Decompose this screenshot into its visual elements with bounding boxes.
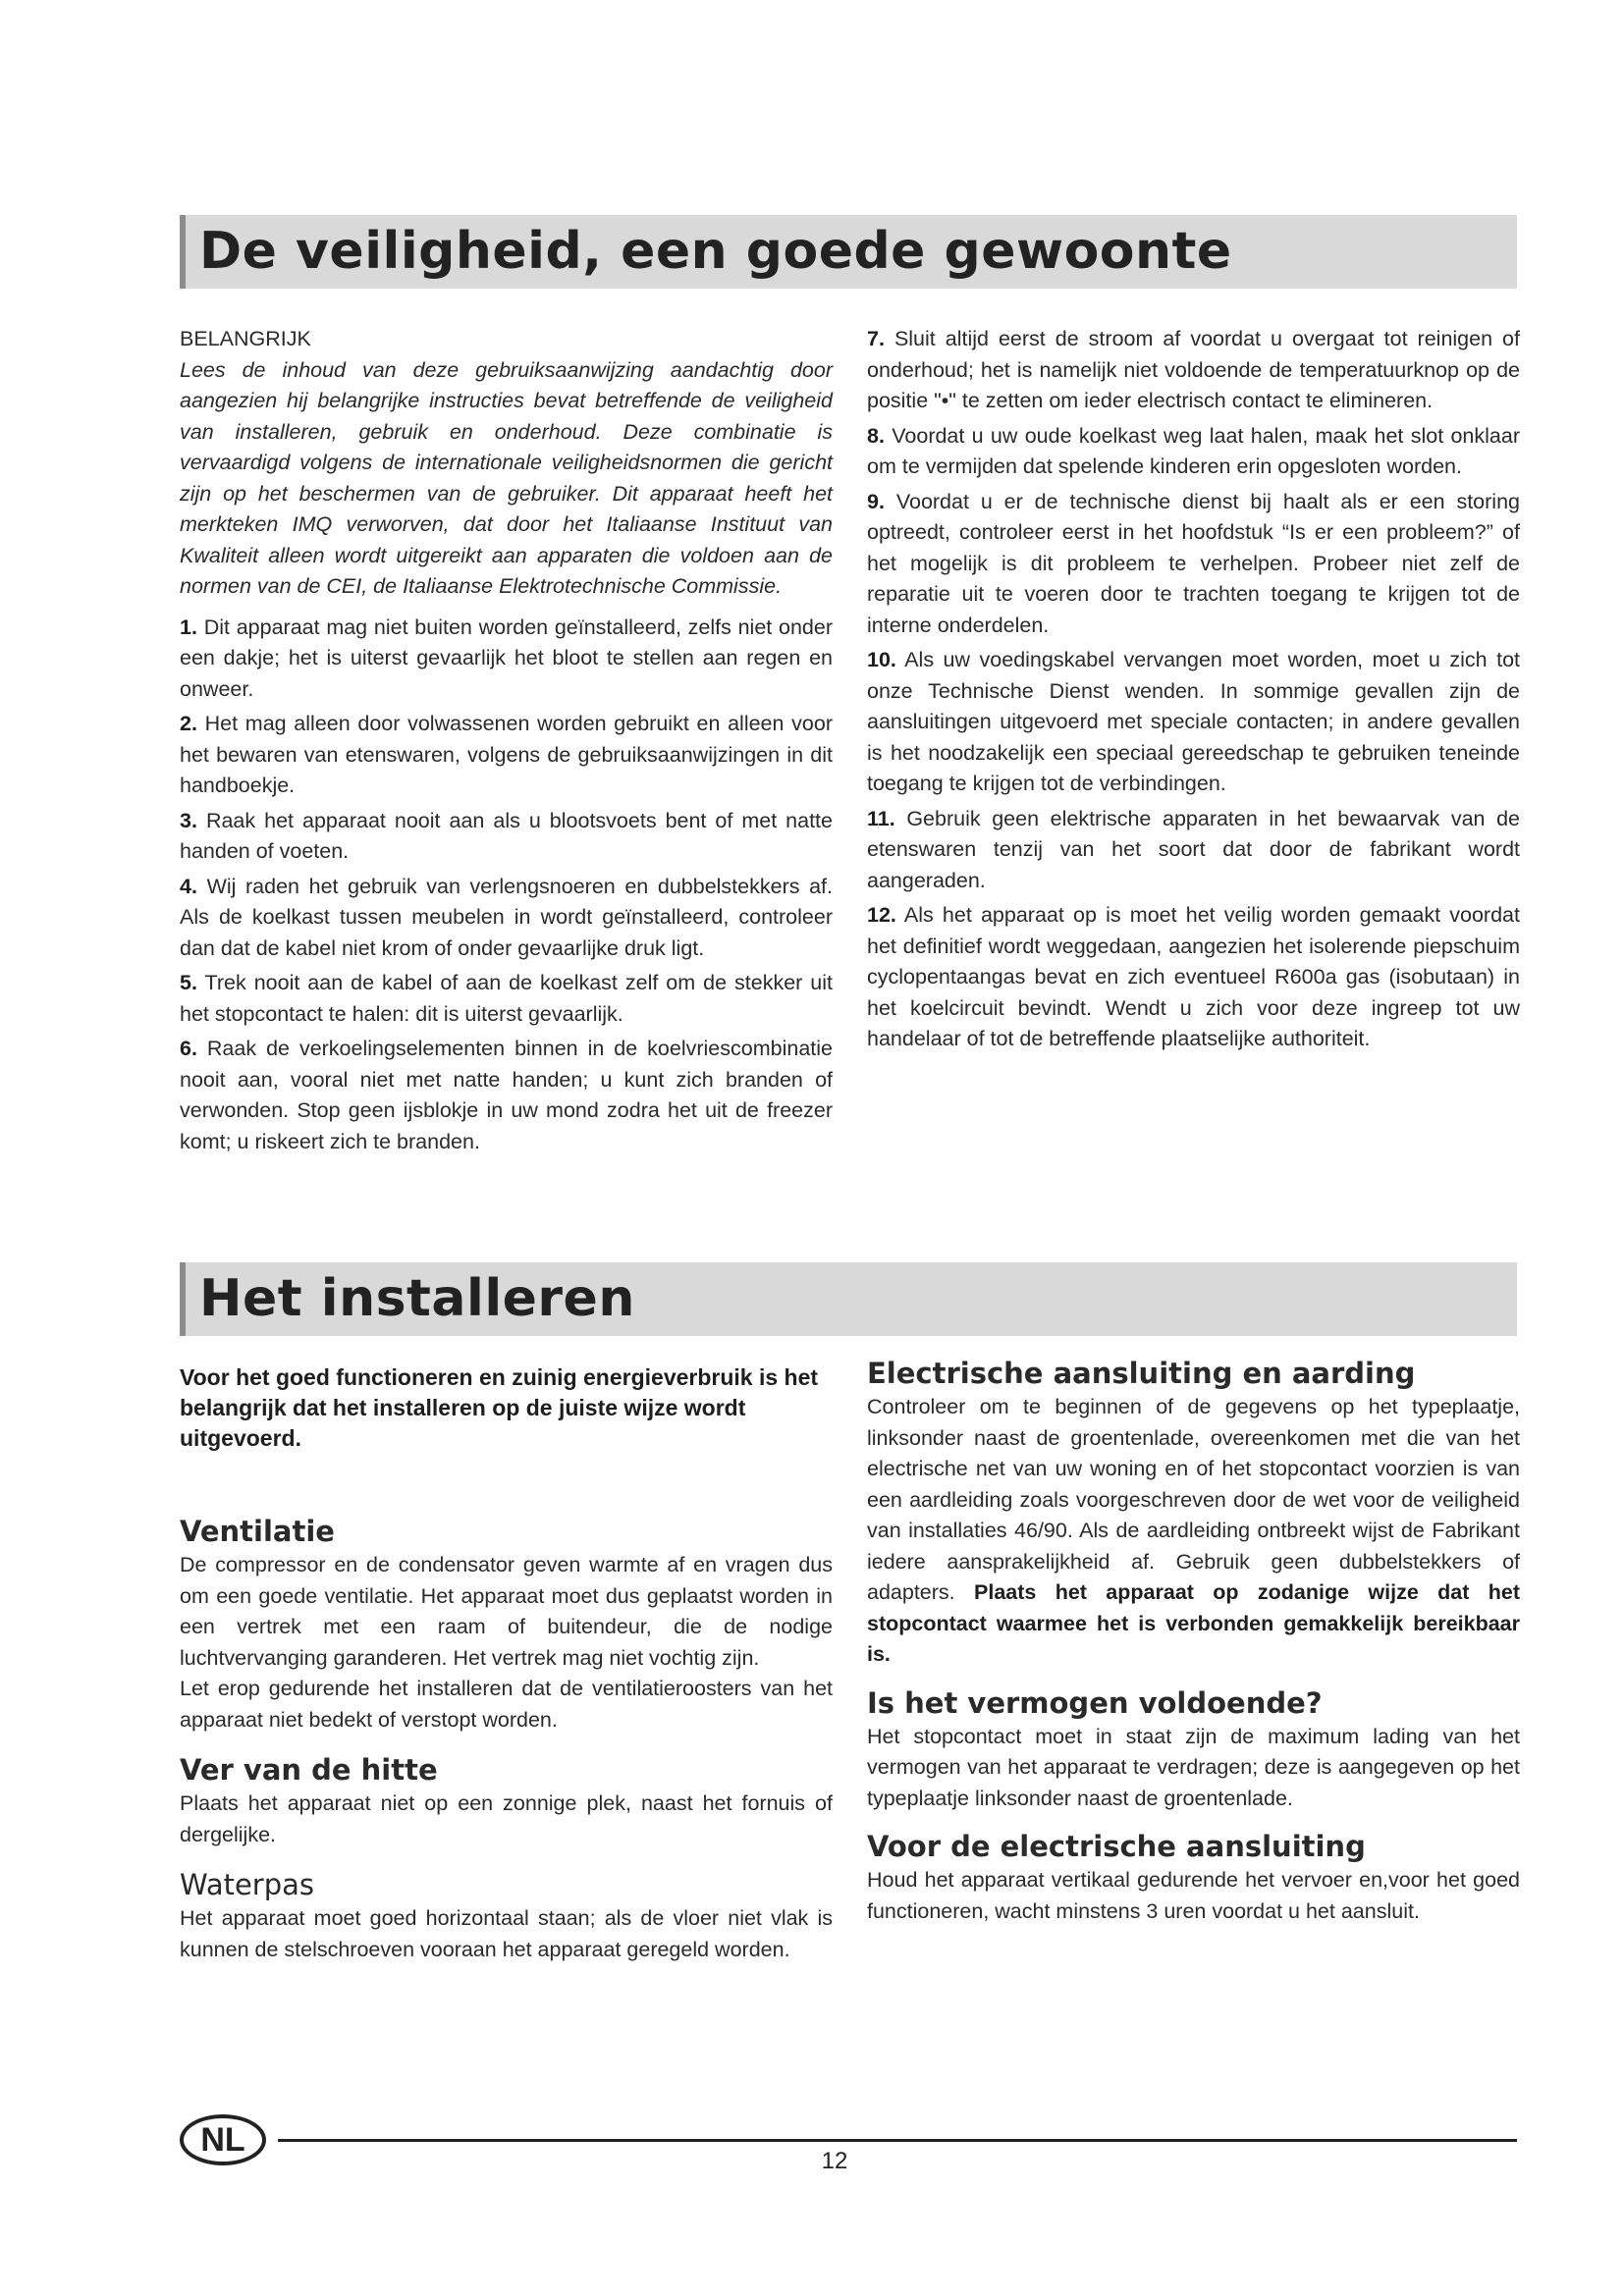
item-number: 9. <box>867 489 885 513</box>
level-heading: Waterpas <box>180 1868 315 1901</box>
item-number: 8. <box>867 423 885 448</box>
install-right-column <box>867 1355 1520 1927</box>
install-section-header <box>180 1262 1517 1336</box>
heat-heading: Ver van de hitte <box>180 1753 438 1787</box>
item-text: Voordat u uw oude koelkast weg laat halen, maak het slot onklaar om te vermijden dat spelende kinderen erin opgesloten worden. <box>867 423 1520 478</box>
safety-item-11 <box>867 804 1520 897</box>
before-connection-text: Houd het apparaat vertikaal gedurende het vervoer en,voor het goed functioneren, wacht minstens 3 uren voordat u het aansluit. <box>867 1868 1520 1923</box>
ventilation-text-2: Let erop gedurende het installeren dat de ventilatieroosters van het apparaat niet bedekt of verstopt worden. <box>180 1677 833 1732</box>
item-number: 3. <box>180 808 197 832</box>
item-number: 10. <box>867 648 896 671</box>
safety-item-12 <box>867 900 1520 1055</box>
power-text: Het stopcontact moet in staat zijn de maximum lading van het vermogen van het apparaat te verdragen; deze is aangegeven op het typeplaatje linksonder naast de groentenlade. <box>867 1724 1520 1810</box>
item-number: 11. <box>867 806 895 830</box>
electric-bold-note: Plaats het apparaat op zodanige wijze dat het stopcontact waarmee het is verbonden gemakkelijk bereikbaar is. <box>867 1580 1520 1666</box>
electric-body: Controleer om te beginnen of de gegevens op het typeplaatje, linksonder naast de groentenlade, overeenkomen met die van het electrische net van uw woning en of het stopcontact voorzien is van een aardleiding zoals voorgeschreven door de wet voor de veiligheid van installaties 46/90. Als de aardleiding ontbreekt wijst de Fabrikant iedere aansprakelijkheid af. Gebruik geen dubbelstekkers of adapters. <box>867 1395 1520 1604</box>
level-text: Het apparaat moet goed horizontaal staan; als de vloer niet vlak is kunnen de stelschroeven vooraan het apparaat geregeld worden. <box>180 1906 833 1961</box>
item-text: Wij raden het gebruik van verlengsnoeren en dubbelstekkers af. Als de koelkast tussen meubelen in wordt geïnstalleerd, controleer dan dat de kabel niet krom of onder gevaarlijke druk ligt. <box>180 874 833 960</box>
install-title: Het installeren <box>199 1269 635 1328</box>
item-number: 4. <box>180 874 197 898</box>
install-left-column <box>180 1362 833 1965</box>
item-text: Voordat u er de technische dienst bij haalt als er een storing optreedt, controleer eerst in het hoofdstuk “Is er een probleem?” of het mogelijk is dit probleem te verhelpen. Probeer niet zelf de reparatie uit te voeren door te trachten toegang te krijgen tot de interne onderdelen. <box>867 489 1520 637</box>
item-text: Als uw voedingskabel vervangen moet worden, moet u zich tot onze Technische Dienst wenden. In sommige gevallen zijn de aansluitingen uitgevoerd met speciale contacten; in andere gevallen is het noodzakelijk een speciaal gereedschap te gebruiken teneinde toegang te krijgen tot de verbindingen. <box>867 648 1520 795</box>
page-number: 12 <box>821 2148 848 2174</box>
safety-item-3 <box>180 806 833 868</box>
item-text: Sluit altijd eerst de stroom af voordat u overgaat tot reinigen of onderhoud; het is namelijk niet voldoende de temperatuurknop op de positie "•" te zetten om ieder electrisch contact te elimineren. <box>867 327 1520 412</box>
install-lead: Voor het goed functioneren en zuinig energieverbruik is het belangrijk dat het installeren op de juiste wijze wordt uitgevoerd. <box>180 1364 819 1451</box>
item-text: Het mag alleen door volwassenen worden gebruikt en alleen voor het bewaren van etenswaren, volgens de gebruiksaanwijzingen in dit handboekje. <box>180 712 833 797</box>
electric-text <box>867 1392 1520 1671</box>
before-connection-heading: Voor de electrische aansluiting <box>867 1830 1366 1863</box>
safety-item-2 <box>180 709 833 802</box>
safety-section-header <box>180 215 1517 289</box>
item-number: 1. <box>180 614 197 639</box>
item-text: Raak het apparaat nooit aan als u blootsvoets bent of met natte handen of voeten. <box>180 808 833 863</box>
item-text: Dit apparaat mag niet buiten worden geïnstalleerd, zelfs niet onder een dakje; het is uiterst gevaarlijk het bloot te stellen aan regen en onweer. <box>180 614 833 701</box>
safety-item-7 <box>867 324 1520 417</box>
safety-right-column <box>867 324 1520 1055</box>
ventilation-heading: Ventilatie <box>180 1515 335 1548</box>
item-text: Raak de verkoelingselementen binnen in de koelvriescombinatie nooit aan, vooral niet met natte handen; u kunt zich branden of verwonden. Stop geen ijsblokje in uw mond zodra het uit de freezer komt; u riskeert zich te branden. <box>180 1037 833 1153</box>
safety-item-4 <box>180 872 833 965</box>
item-number: 6. <box>180 1037 197 1060</box>
safety-left-column <box>180 324 833 1157</box>
heat-text: Plaats het apparaat niet op een zonnige plek, naast het fornuis of dergelijke. <box>180 1791 833 1846</box>
safety-title: De veiligheid, een goede gewoonte <box>199 222 1232 281</box>
item-text: Trek nooit aan de kabel of aan de koelkast zelf om de stekker uit het stopcontact te halen: dit is uiterst gevaarlijk. <box>180 971 833 1026</box>
safety-item-10 <box>867 645 1520 800</box>
ventilation-text-1: De compressor en de condensator geven warmte af en vragen dus om een goede ventilatie. Het apparaat moet dus geplaatst worden in een vertrek met een raam of buitendeur, die de nodige luchtvervanging garanderen. Het vertrek mag niet vochtig zijn. <box>180 1553 833 1670</box>
item-number: 2. <box>180 712 197 735</box>
footer-rule <box>278 2139 1517 2142</box>
power-heading: Is het vermogen voldoende? <box>867 1685 1323 1720</box>
safety-item-6 <box>180 1034 833 1157</box>
safety-item-1 <box>180 613 833 706</box>
item-text: Gebruik geen elektrische apparaten in het bewaarvak van de etenswaren tenzij van het soort dat door de fabrikant wordt aangeraden. <box>867 806 1520 892</box>
electric-heading: Electrische aansluiting en aarding <box>867 1357 1416 1390</box>
item-number: 5. <box>180 971 197 994</box>
safety-item-8 <box>867 421 1520 483</box>
item-number: 7. <box>867 327 885 350</box>
language-badge: NL <box>180 2114 266 2165</box>
safety-intro: Lees de inhoud van deze gebruiksaanwijzing aandachtig door aangezien hij belangrijke instructies bevat betreffende de veiligheid van installeren, gebruik en onderhoud. Deze combinatie is vervaardigd volgens de internationale veiligheidsnormen die gericht zijn op het beschermen van de gebruiker. Dit apparaat heeft het merkteken IMQ verworven, dat door het Italiaanse Instituut van Kwaliteit alleen wordt uitgereikt aan apparaten die voldoen aan de normen van de CEI, de Italiaanse Elektrotechnische Commissie. <box>180 357 833 598</box>
item-number: 12. <box>867 903 896 927</box>
safety-item-5 <box>180 968 833 1030</box>
item-text: Als het apparaat op is moet het veilig worden gemaakt voordat het definitief wordt weggedaan, aangezien het isolerende piepschuim cyclopentaangas bevat en zich eventueel R600a gas (isobutaan) in het koelcircuit bevindt. Wendt u zich voor deze ingreep tot uw handelaar of tot de betreffende plaatselijke authoriteit. <box>867 903 1520 1050</box>
important-label: BELANGRIJK <box>180 327 311 350</box>
safety-item-9 <box>867 487 1520 642</box>
